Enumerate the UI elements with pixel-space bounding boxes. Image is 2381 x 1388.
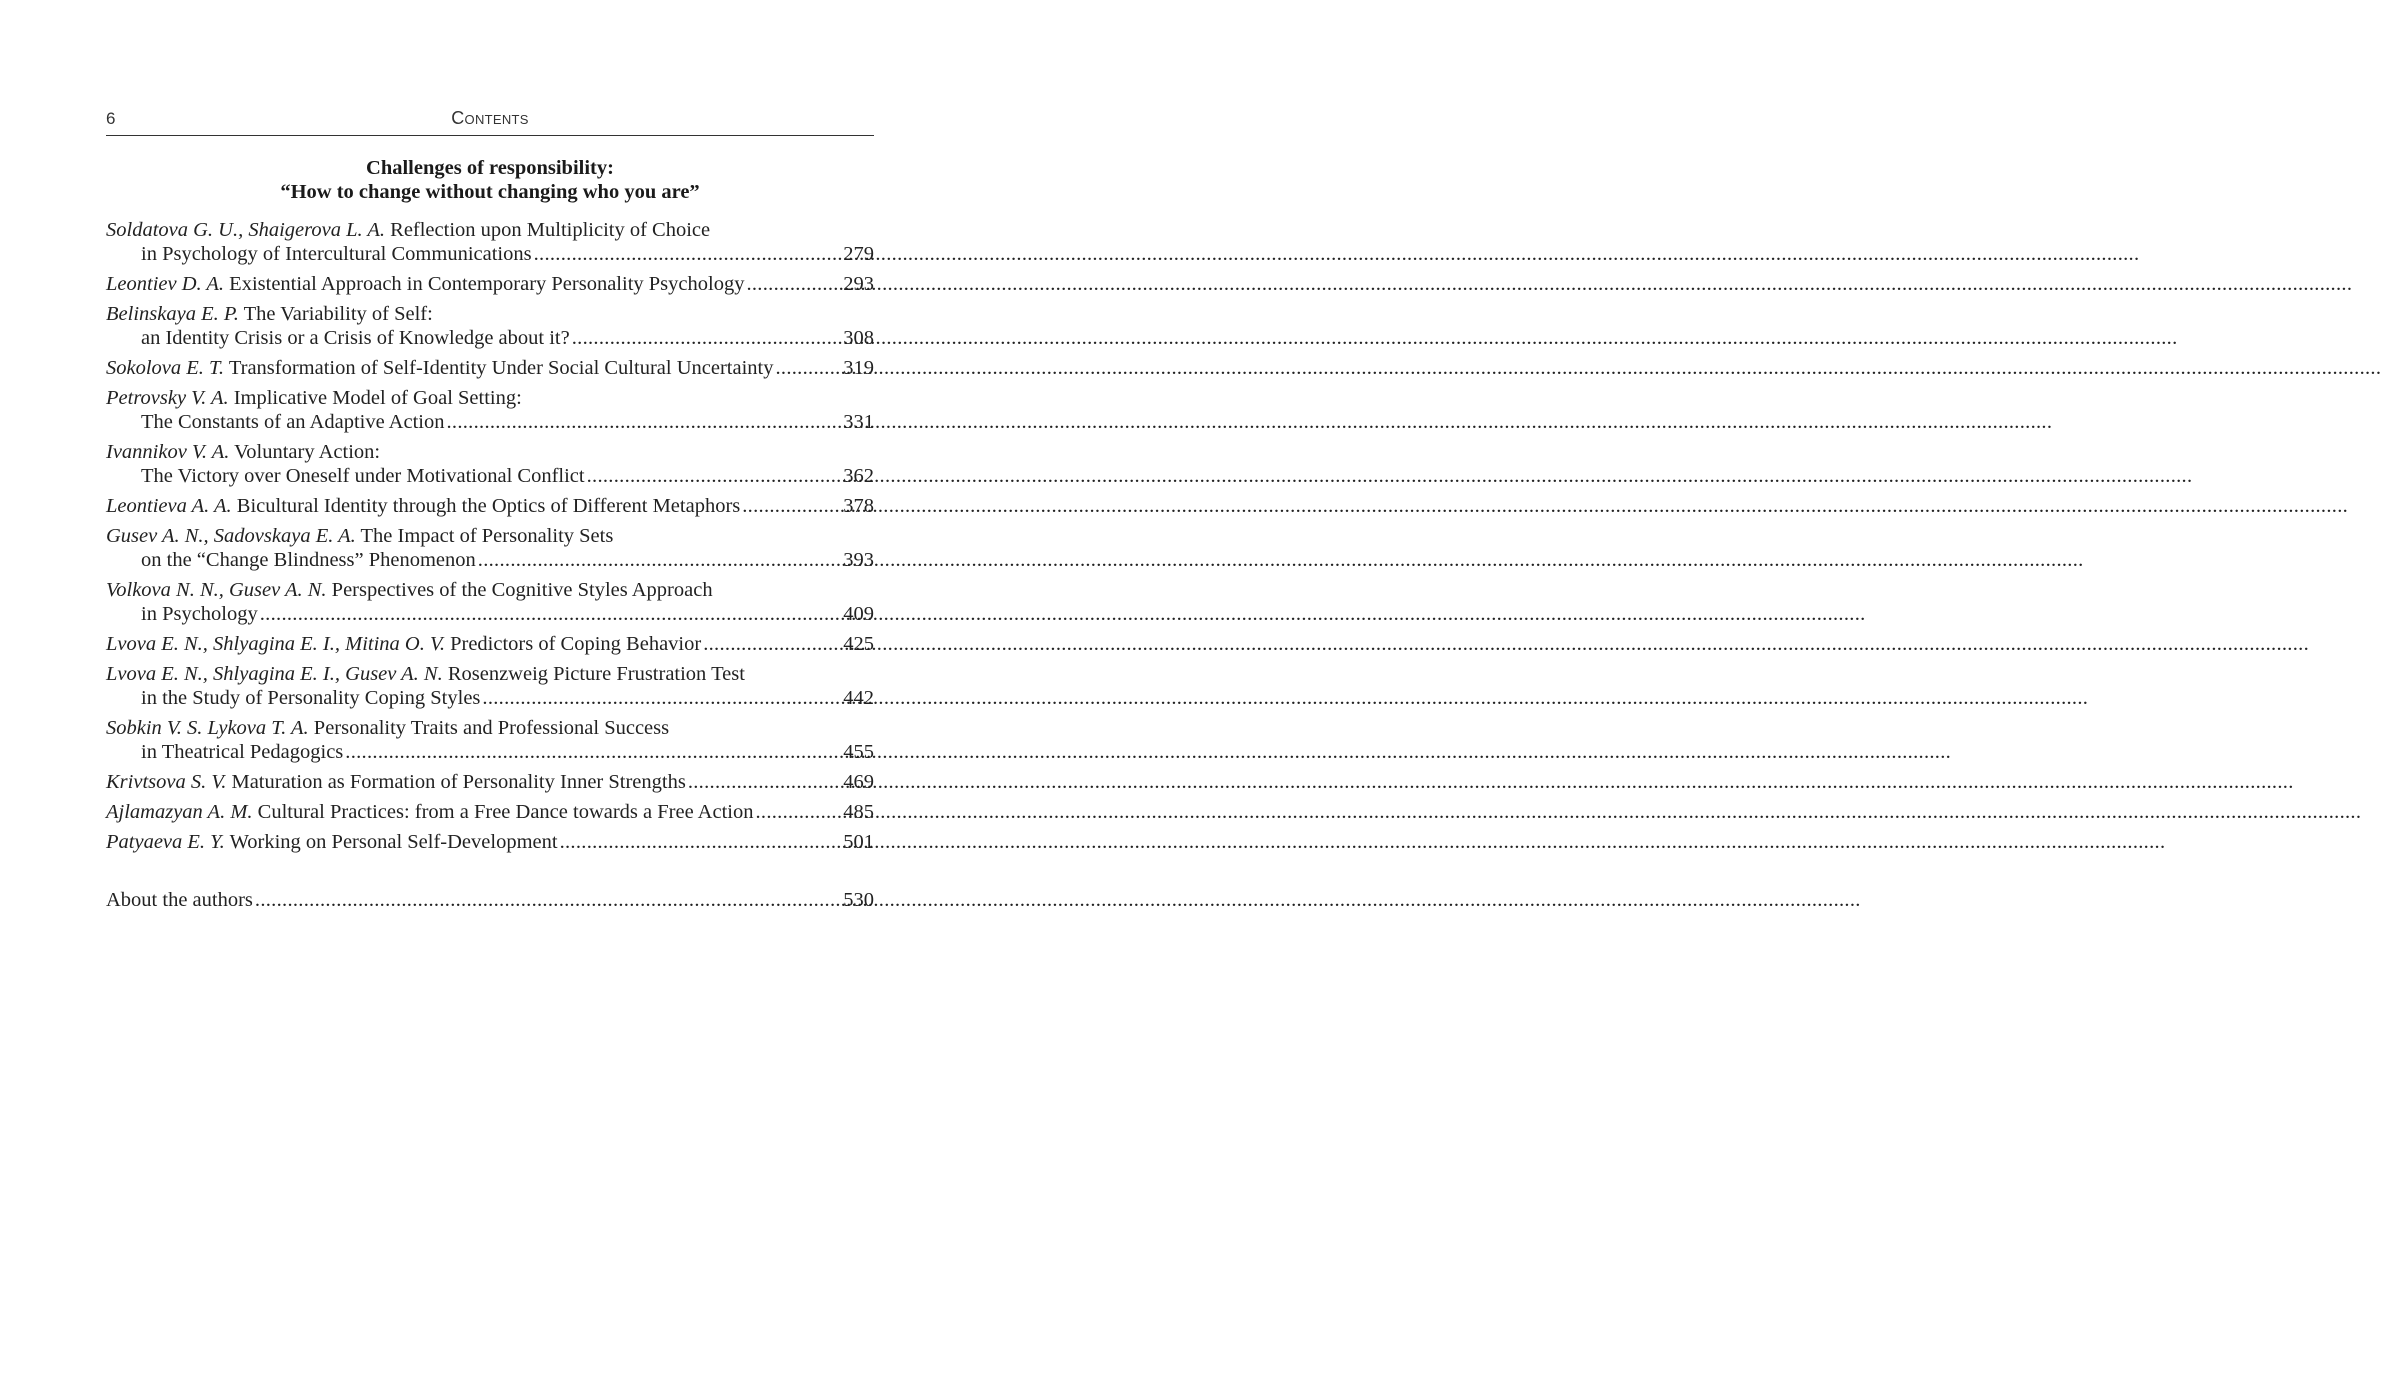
entry-authors: Gusev A. N., Sadovskaya E. A. bbox=[106, 525, 356, 547]
entry-second-line bbox=[106, 602, 874, 626]
leader-dots bbox=[478, 548, 824, 572]
page-ref: 409 bbox=[843, 603, 874, 625]
toc-entry[interactable] bbox=[106, 800, 874, 824]
entry-authors: Ivannikov V. A. bbox=[106, 441, 230, 463]
entry-first-line bbox=[106, 578, 874, 602]
entry-authors: Belinskaya E. P. bbox=[106, 303, 239, 325]
entry-second-line bbox=[106, 326, 874, 350]
leader-dots bbox=[572, 326, 824, 350]
leader-dots bbox=[560, 830, 824, 854]
page-ref: 308 bbox=[843, 327, 874, 349]
entry-title: Implicative Model of Goal Setting: bbox=[233, 387, 522, 409]
entry-authors: Sokolova E. T. bbox=[106, 357, 225, 379]
entry-text bbox=[106, 830, 558, 854]
entry-authors: Volkova N. N., Gusev A. N. bbox=[106, 579, 327, 601]
entry-title: The Impact of Personality Sets bbox=[360, 525, 614, 547]
toc-entry[interactable] bbox=[106, 494, 874, 518]
entry-title: Existential Approach in Contemporary Personality Psychology bbox=[229, 273, 745, 295]
entry-first-line bbox=[106, 716, 874, 740]
page-ref: 378 bbox=[843, 495, 874, 517]
entry-authors: Sobkin V. S. Lykova T. A. bbox=[106, 717, 309, 739]
entry-second-line bbox=[106, 242, 874, 266]
entry-first-line bbox=[106, 302, 874, 326]
toc-entry[interactable] bbox=[106, 578, 874, 626]
leader-dots bbox=[688, 770, 824, 794]
toc-entry[interactable] bbox=[106, 716, 874, 764]
leader-dots bbox=[775, 356, 824, 380]
entry-title: The Variability of Self: bbox=[243, 303, 433, 325]
toc-entry[interactable] bbox=[106, 356, 874, 380]
entry-second-line bbox=[106, 548, 874, 572]
page-ref: 442 bbox=[843, 687, 874, 709]
entry-line bbox=[106, 272, 874, 296]
entry-first-line bbox=[106, 218, 874, 242]
entry-authors: Lvova E. N., Shlyagina E. I., Gusev A. N. bbox=[106, 663, 443, 685]
running-title: Contents bbox=[451, 108, 529, 128]
entry-text bbox=[106, 494, 740, 518]
entry-title-continued: in the Study of Personality Coping Styles bbox=[141, 687, 481, 709]
section-title-line-2: “How to change without changing who you are” bbox=[280, 181, 700, 203]
entry-text bbox=[106, 272, 744, 296]
leader-dots bbox=[703, 632, 824, 656]
entry-line bbox=[106, 356, 874, 380]
entry-authors: Soldatova G. U., Shaigerova L. A. bbox=[106, 219, 386, 241]
section-title bbox=[106, 156, 874, 204]
entry-text bbox=[106, 356, 773, 380]
entry-title-continued: The Victory over Oneself under Motivational Conflict bbox=[141, 465, 585, 487]
entry-title: Bicultural Identity through the Optics of Different Metaphors bbox=[236, 495, 741, 517]
toc-entry[interactable] bbox=[106, 218, 874, 266]
about-authors-label: About the authors bbox=[106, 889, 253, 911]
entry-title-continued: in Psychology bbox=[141, 603, 258, 625]
page-ref: 279 bbox=[843, 243, 874, 265]
entry-second-line bbox=[106, 740, 874, 764]
page-ref: 362 bbox=[843, 465, 874, 487]
entry-second-line bbox=[106, 464, 874, 488]
entry-title: Rosenzweig Picture Frustration Test bbox=[447, 663, 745, 685]
entry-title-continued: an Identity Crisis or a Crisis of Knowledge about it? bbox=[141, 327, 570, 349]
leader-dots bbox=[482, 686, 824, 710]
entry-line bbox=[106, 830, 874, 854]
toc-entry[interactable] bbox=[106, 524, 874, 572]
entry-text bbox=[106, 632, 701, 656]
page-ref: 393 bbox=[843, 549, 874, 571]
page-ref: 455 bbox=[843, 741, 874, 763]
toc-entry[interactable] bbox=[106, 302, 874, 350]
book-page bbox=[0, 0, 969, 1388]
entry-title-continued: on the “Change Blindness” Phenomenon bbox=[141, 549, 476, 571]
running-head bbox=[106, 106, 874, 136]
about-authors-entry[interactable] bbox=[106, 888, 874, 912]
toc-entry[interactable] bbox=[106, 662, 874, 710]
entry-authors: Ajlamazyan A. M. bbox=[106, 801, 253, 823]
toc-entry[interactable] bbox=[106, 386, 874, 434]
section-title-line-1: Challenges of responsibility: bbox=[366, 157, 614, 179]
entry-line bbox=[106, 632, 874, 656]
page-ref: 319 bbox=[843, 357, 874, 379]
entry-first-line bbox=[106, 440, 874, 464]
entry-second-line bbox=[106, 410, 874, 434]
page-ref: 485 bbox=[843, 801, 874, 823]
toc-entry[interactable] bbox=[106, 272, 874, 296]
entry-line bbox=[106, 800, 874, 824]
entry-authors: Patyaeva E. Y. bbox=[106, 831, 225, 853]
toc-entry[interactable] bbox=[106, 632, 874, 656]
entry-title-continued: in Theatrical Pedagogics bbox=[141, 741, 344, 763]
entry-title: Predictors of Coping Behavior bbox=[450, 633, 702, 655]
entry-authors: Petrovsky V. A. bbox=[106, 387, 229, 409]
entry-title: Reflection upon Multiplicity of Choice bbox=[390, 219, 711, 241]
leader-dots bbox=[260, 602, 824, 626]
leader-dots bbox=[746, 272, 824, 296]
entry-text bbox=[106, 770, 686, 794]
entry-title: Maturation as Formation of Personality Inner Strengths bbox=[231, 771, 686, 793]
entry-title-continued: in Psychology of Intercultural Communications bbox=[141, 243, 532, 265]
entry-first-line bbox=[106, 386, 874, 410]
page-ref: 331 bbox=[843, 411, 874, 433]
entry-authors: Krivtsova S. V. bbox=[106, 771, 227, 793]
page-number: 6 bbox=[106, 109, 116, 128]
entry-first-line bbox=[106, 524, 874, 548]
page-ref: 293 bbox=[843, 273, 874, 295]
entry-title: Cultural Practices: from a Free Dance towards a Free Action bbox=[257, 801, 754, 823]
page-ref: 501 bbox=[843, 831, 874, 853]
leader-dots bbox=[345, 740, 824, 764]
leader-dots bbox=[742, 494, 824, 518]
leader-dots bbox=[587, 464, 824, 488]
entry-first-line bbox=[106, 662, 874, 686]
entry-authors: Leontieva A. A. bbox=[106, 495, 232, 517]
table-of-contents bbox=[106, 218, 874, 860]
entry-authors: Leontiev D. A. bbox=[106, 273, 225, 295]
entry-title: Perspectives of the Cognitive Styles Approach bbox=[331, 579, 713, 601]
entry-title: Transformation of Self-Identity Under Social Cultural Uncertainty bbox=[228, 357, 774, 379]
entry-line bbox=[106, 770, 874, 794]
entry-title-continued: The Constants of an Adaptive Action bbox=[141, 411, 445, 433]
toc-entry[interactable] bbox=[106, 770, 874, 794]
leader-dots bbox=[534, 242, 824, 266]
entry-line bbox=[106, 494, 874, 518]
leader-dots bbox=[255, 888, 824, 912]
entry-title: Working on Personal Self-Development bbox=[229, 831, 558, 853]
entry-text bbox=[106, 800, 753, 824]
entry-second-line bbox=[106, 686, 874, 710]
leader-dots bbox=[446, 410, 824, 434]
entry-title: Voluntary Action: bbox=[234, 441, 381, 463]
page-ref: 530 bbox=[843, 889, 874, 911]
page-ref: 469 bbox=[843, 771, 874, 793]
entry-title: Personality Traits and Professional Success bbox=[313, 717, 670, 739]
leader-dots bbox=[755, 800, 824, 824]
toc-entry[interactable] bbox=[106, 440, 874, 488]
page-ref: 425 bbox=[843, 633, 874, 655]
toc-entry[interactable] bbox=[106, 830, 874, 854]
entry-authors: Lvova E. N., Shlyagina E. I., Mitina O. V. bbox=[106, 633, 445, 655]
